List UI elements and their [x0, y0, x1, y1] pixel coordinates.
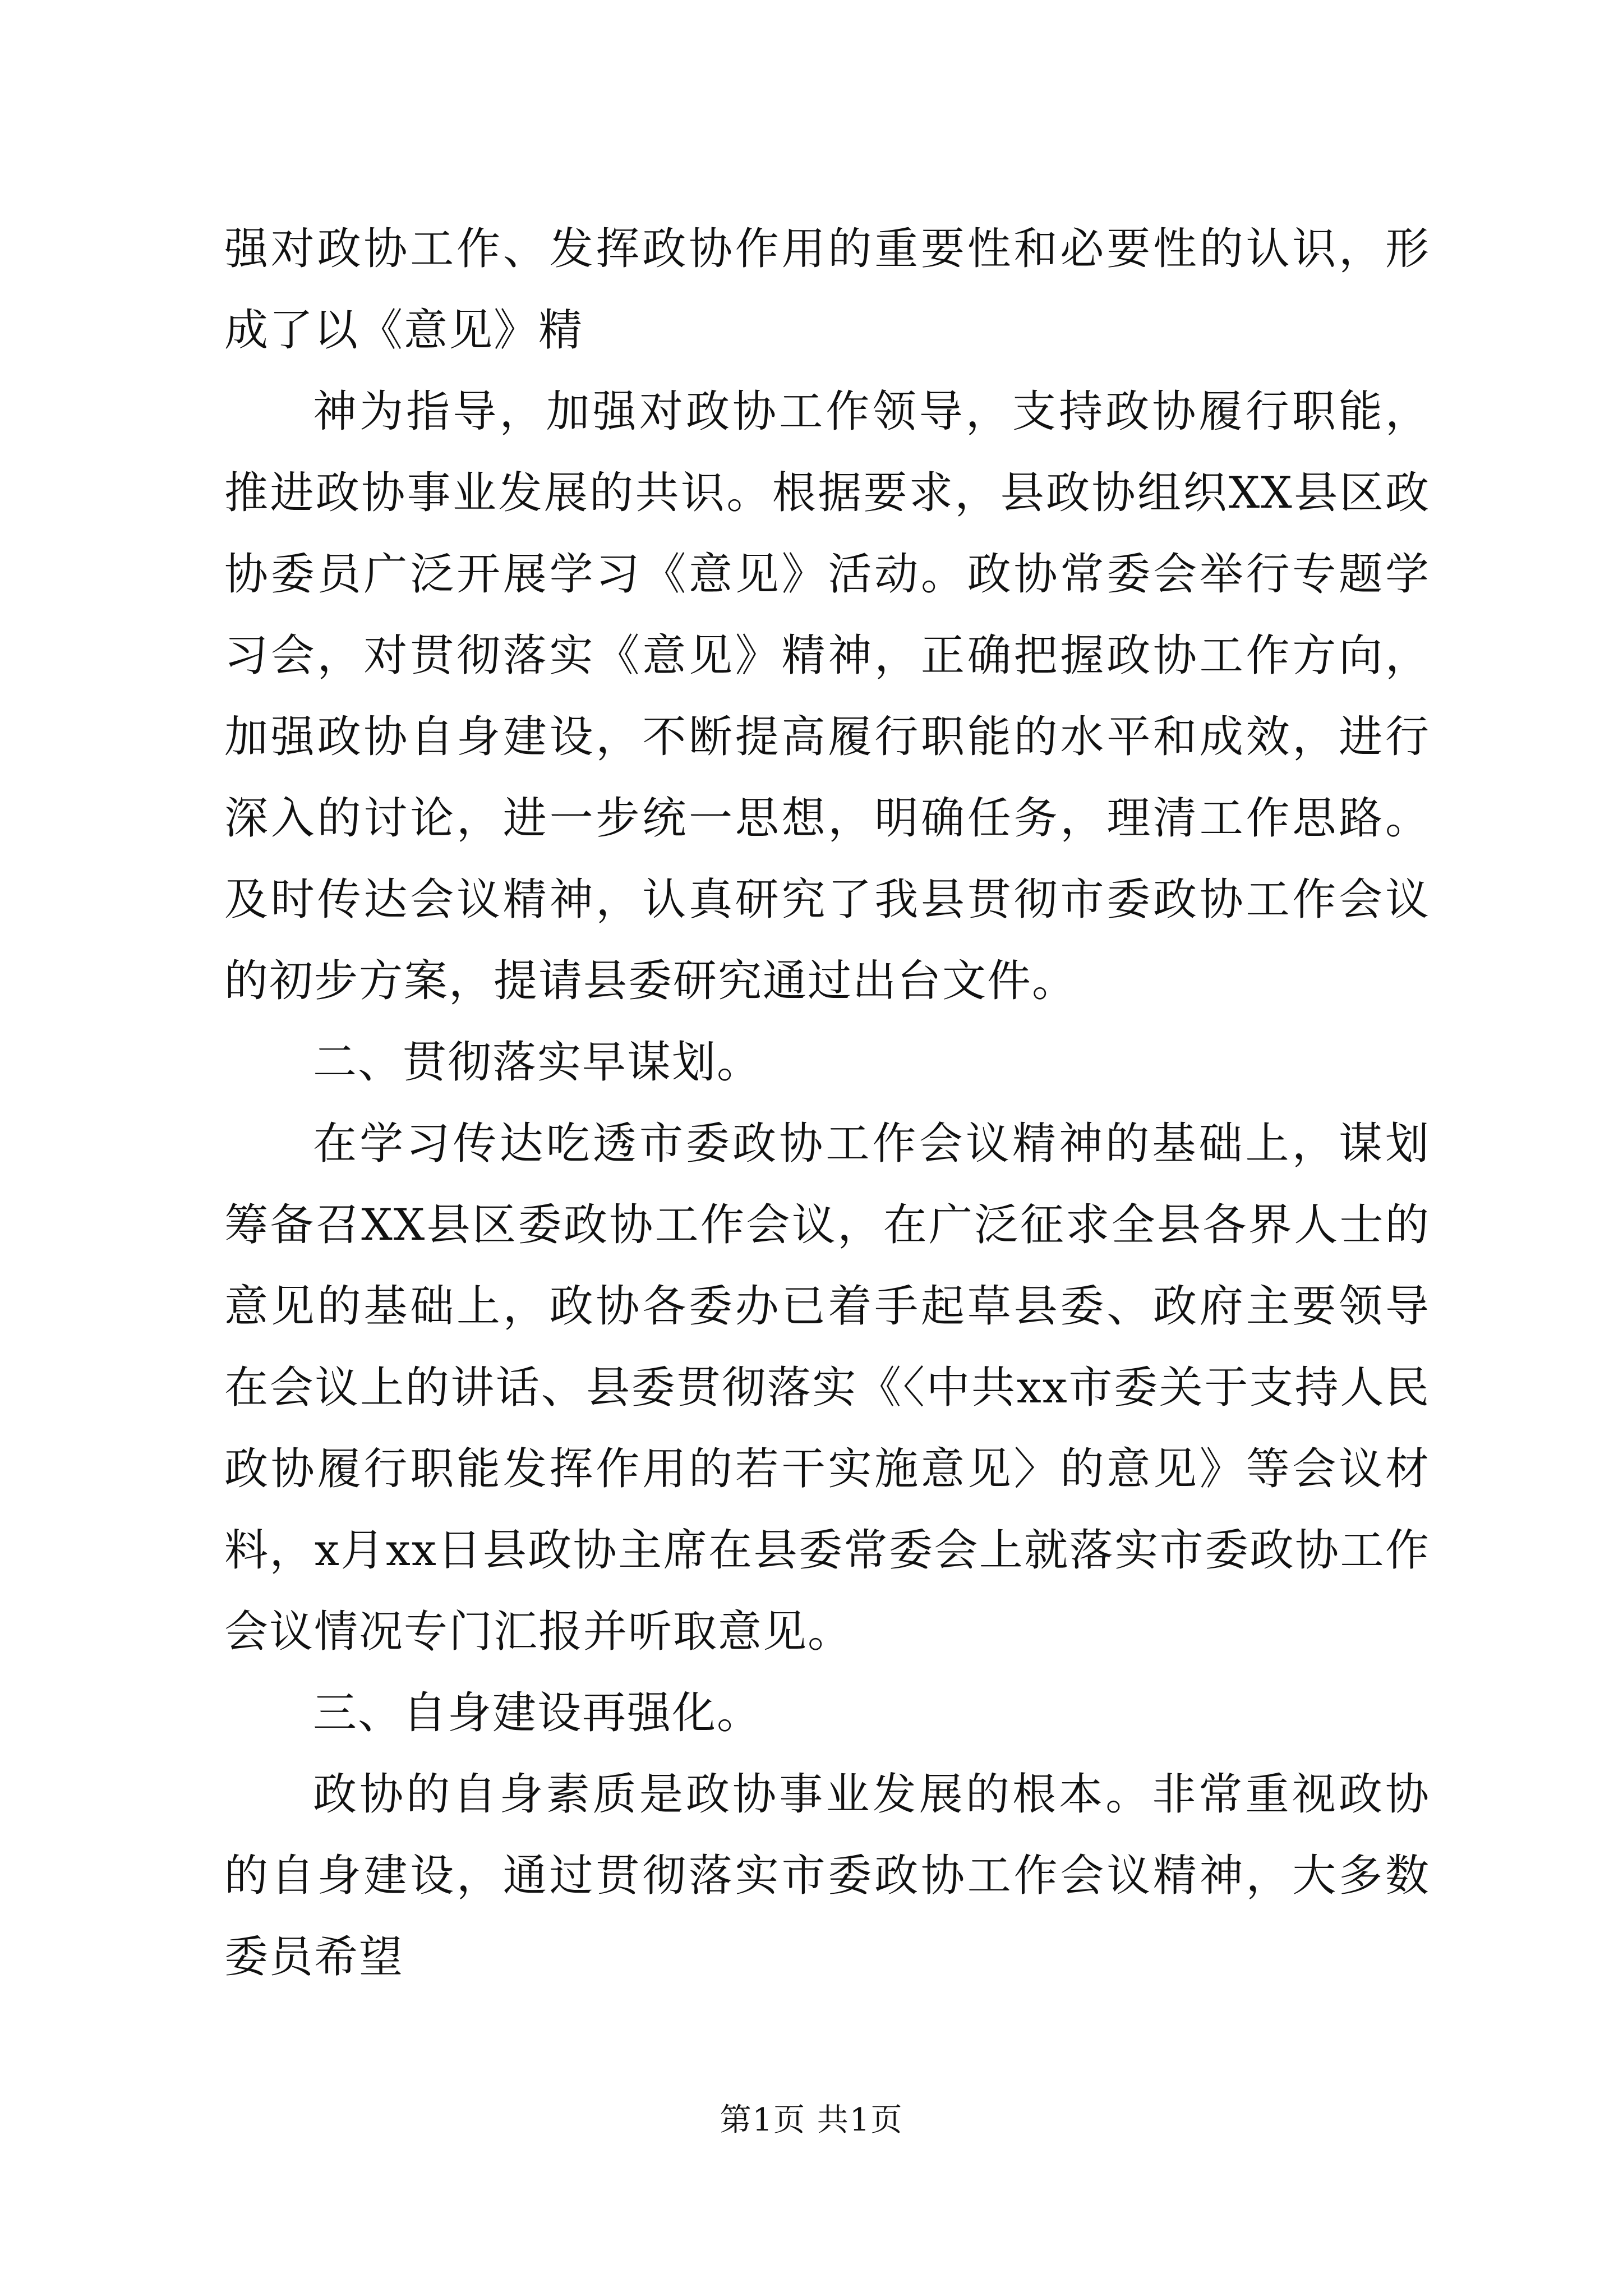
page-footer: 第1页 共1页	[720, 2102, 903, 2138]
section-heading-3: 三、自身建设再强化。	[313, 1688, 762, 1738]
document-body	[224, 209, 1430, 1998]
paragraph-4: 政协的自身素质是政协事业发展的根本。非常重视政协的自身建设，通过贯彻落实市委政协工作会议精神，大多数委员希望	[224, 1769, 1430, 1982]
paragraph-3: 在学习传达吃透市委政协工作会议精神的基础上，谋划筹备召XX县区委政协工作会议，在广泛征求全县各界人士的意见的基础上，政协各委办已着手起草县委、政府主要领导在会议上的讲话、县委贯彻落实《〈中共xx市委关于支持人民政协履行职能发挥作用的若干实施意见〉的意见》等会议材料，x月xx日县政协主席在县委常委会上就落实市委政协工作会议情况专门汇报并听取意见。	[224, 1119, 1430, 1657]
section-heading-2: 二、贯彻落实早谋划。	[313, 1037, 762, 1088]
paragraph-1: 强对政协工作、发挥政协作用的重要性和必要性的认识，形成了以《意见》精	[224, 224, 1430, 356]
paragraph-2: 神为指导，加强对政协工作领导，支持政协履行职能，推进政协事业发展的共识。根据要求，县政协组织XX县区政协委员广泛开展学习《意见》活动。政协常委会举行专题学习会，对贯彻落实《意见》精神，正确把握政协工作方向，加强政协自身建设，不断提高履行职能的水平和成效，进行深入的讨论，进一步统一思想，明确任务，理清工作思路。及时传达会议精神，认真研究了我县贯彻市委政协工作会议的初步方案，提请县委研究通过出台文件。	[224, 386, 1430, 1006]
